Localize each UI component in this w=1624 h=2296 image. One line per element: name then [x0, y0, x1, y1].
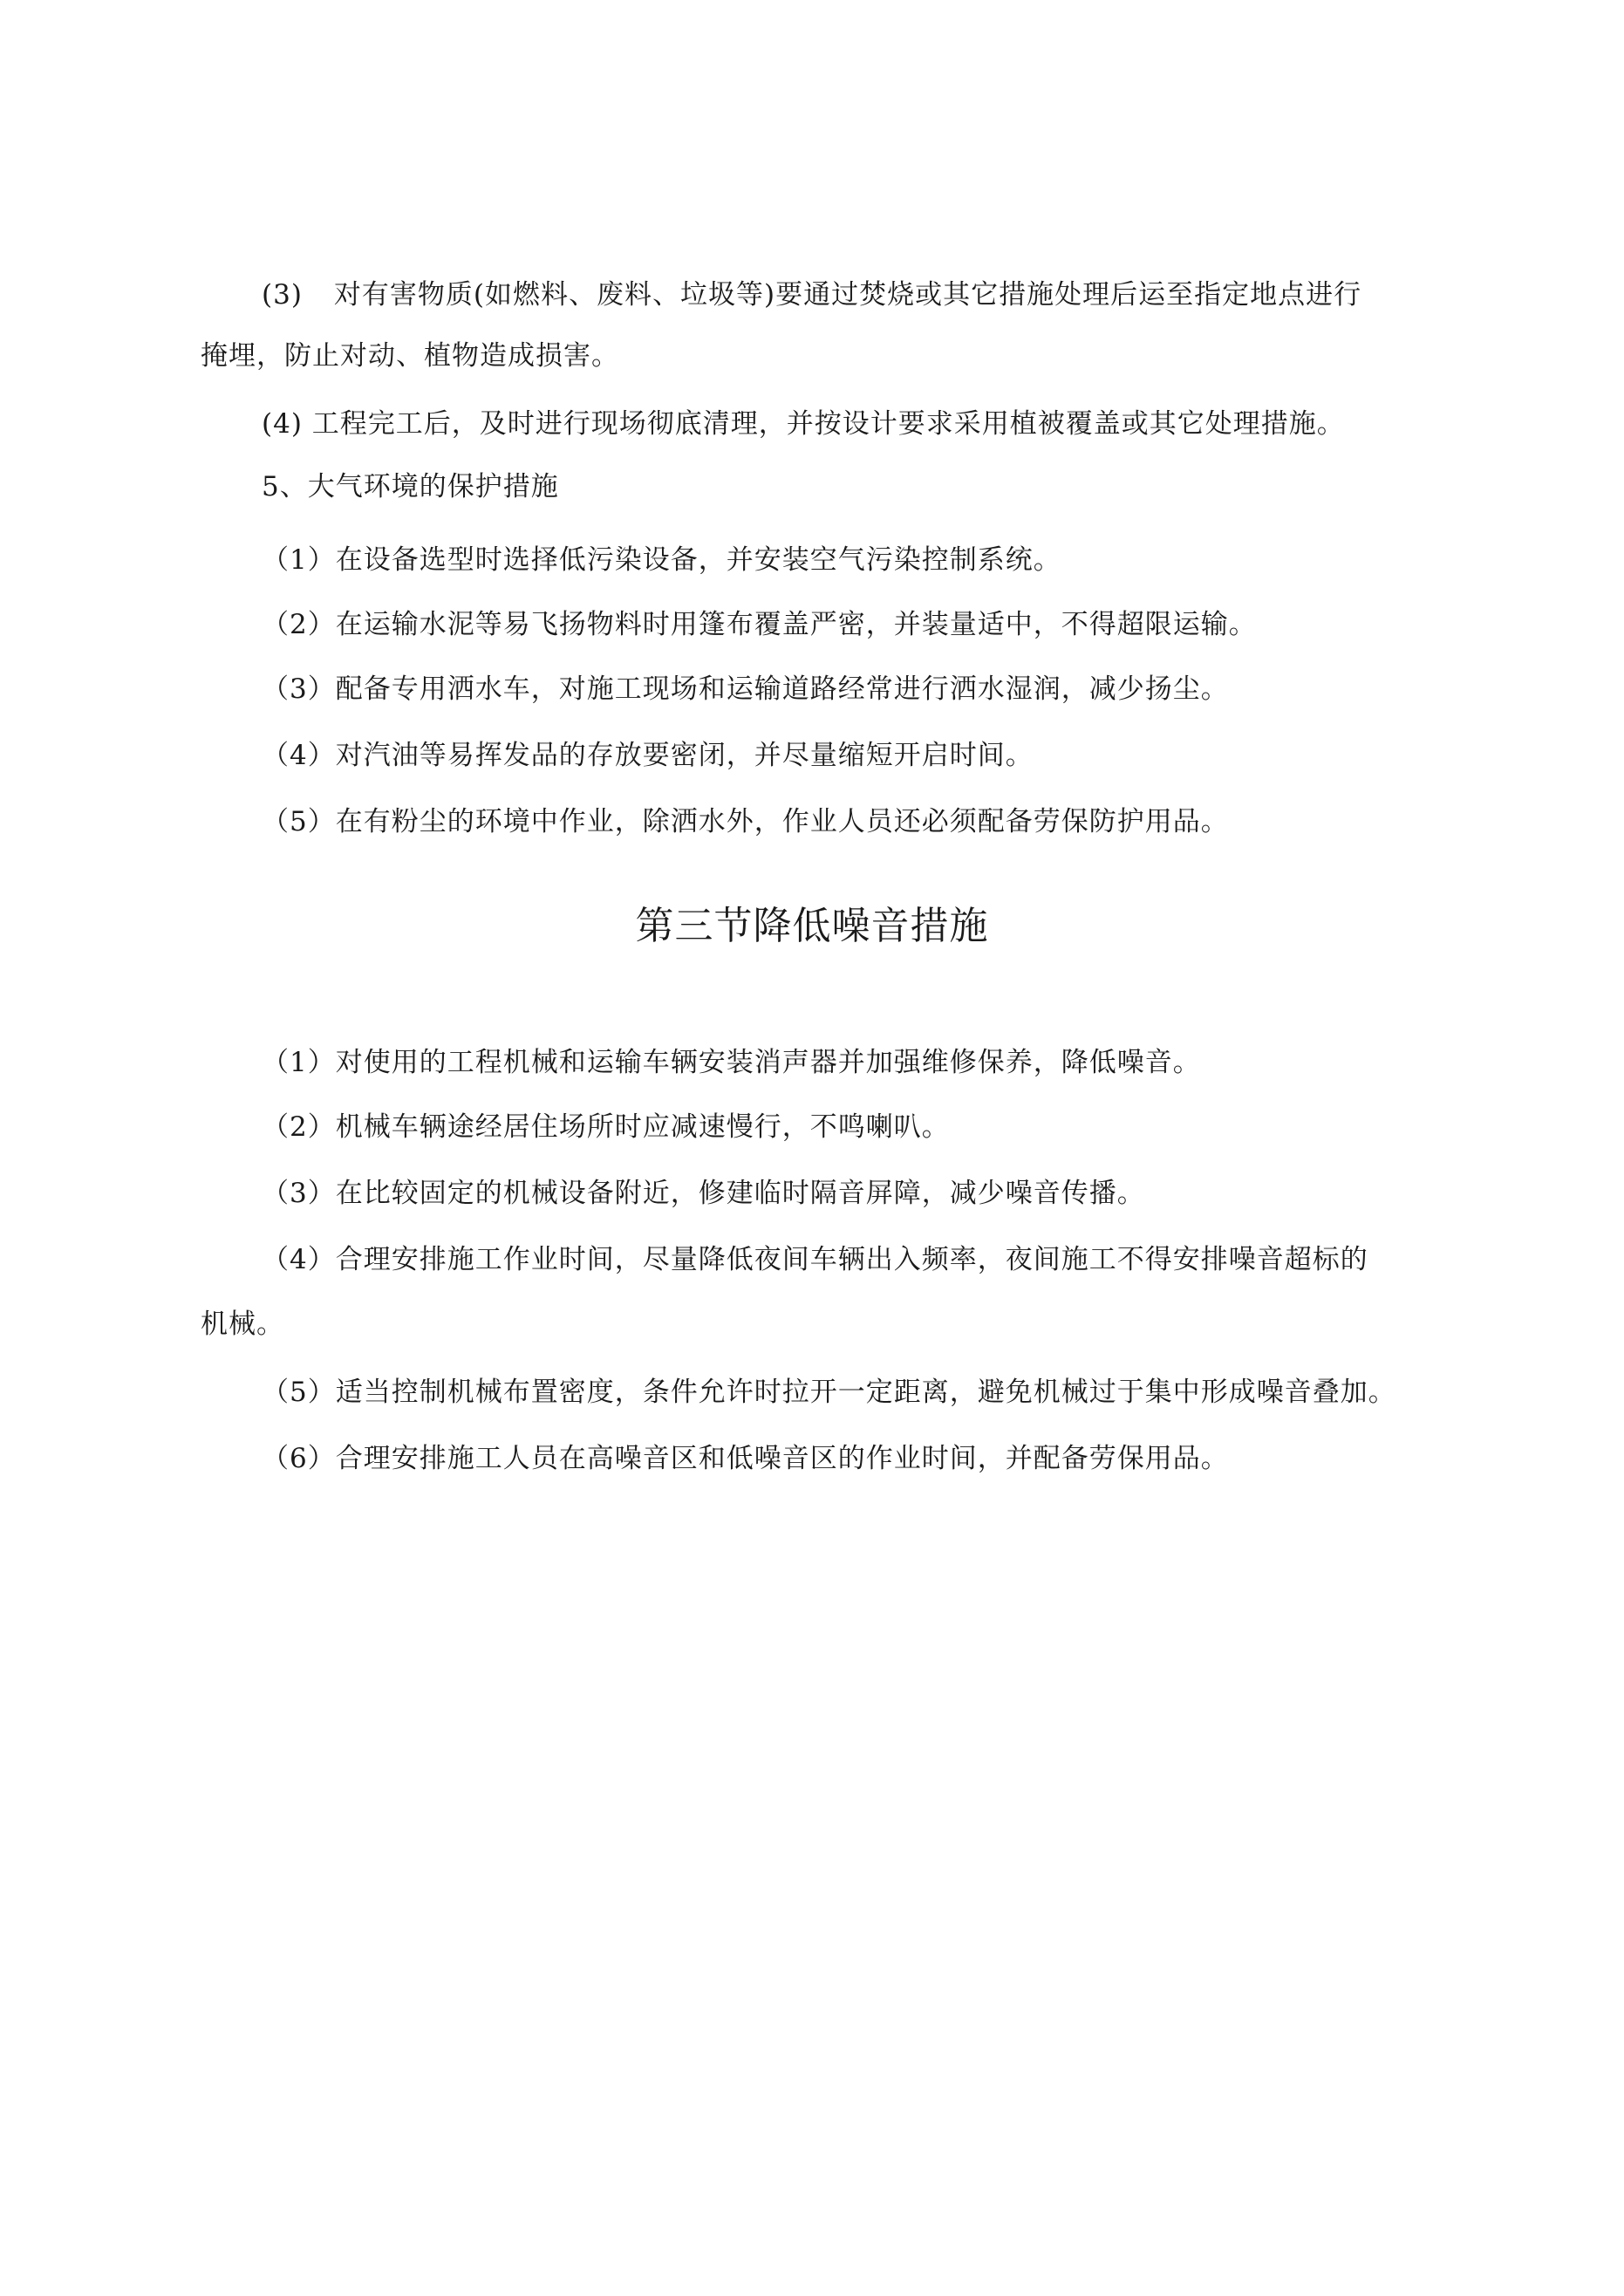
air-item-2: （2）在运输水泥等易飞扬物料时用篷布覆盖严密，并装量适中，不得超限运输。: [262, 609, 1257, 640]
subsection-heading-air: 5、大气环境的保护措施: [262, 471, 559, 502]
noise-item-4: （4）合理安排施工作业时间，尽量降低夜间车辆出入频率，夜间施工不得安排噪音超标的: [262, 1244, 1368, 1275]
noise-item-5: （5）适当控制机械布置密度，条件允许时拉开一定距离，避免机械过于集中形成噪音叠加。: [262, 1377, 1396, 1408]
air-item-1: （1）在设备选型时选择低污染设备，并安装空气污染控制系统。: [262, 544, 1061, 576]
paragraph-item-4: (4) 工程完工后，及时进行现场彻底清理，并按设计要求采用植被覆盖或其它处理措施。: [262, 408, 1345, 440]
paragraph-item-3-continued: 掩埋，防止对动、植物造成损害。: [201, 340, 619, 372]
noise-item-2: （2）机械车辆途经居住场所时应减速慢行，不鸣喇叭。: [262, 1111, 950, 1143]
section-title: 第三节降低噪音措施: [635, 904, 989, 948]
paragraph-item-3: [262, 277, 1552, 312]
noise-item-1: （1）对使用的工程机械和运输车辆安装消声器并加强维修保养，降低噪音。: [262, 1047, 1201, 1078]
item-number: (3): [262, 279, 303, 311]
air-item-4: （4）对汽油等易挥发品的存放要密闭，并尽量缩短开启时间。: [262, 740, 1034, 771]
noise-item-6: （6）合理安排施工人员在高噪音区和低噪音区的作业时间，并配备劳保用品。: [262, 1443, 1229, 1474]
air-item-5: （5）在有粉尘的环境中作业，除洒水外，作业人员还必须配备劳保防护用品。: [262, 806, 1229, 837]
noise-item-3: （3）在比较固定的机械设备附近，修建临时隔音屏障，减少噪音传播。: [262, 1178, 1145, 1209]
noise-item-4-continued: 机械。: [201, 1309, 284, 1340]
air-item-3: （3）配备专用洒水车，对施工现场和运输道路经常进行洒水湿润，减少扬尘。: [262, 673, 1229, 705]
item-text: 对有害物质(如燃料、废料、垃圾等)要通过焚烧或其它措施处理后运至指定地点进行: [333, 279, 1362, 311]
